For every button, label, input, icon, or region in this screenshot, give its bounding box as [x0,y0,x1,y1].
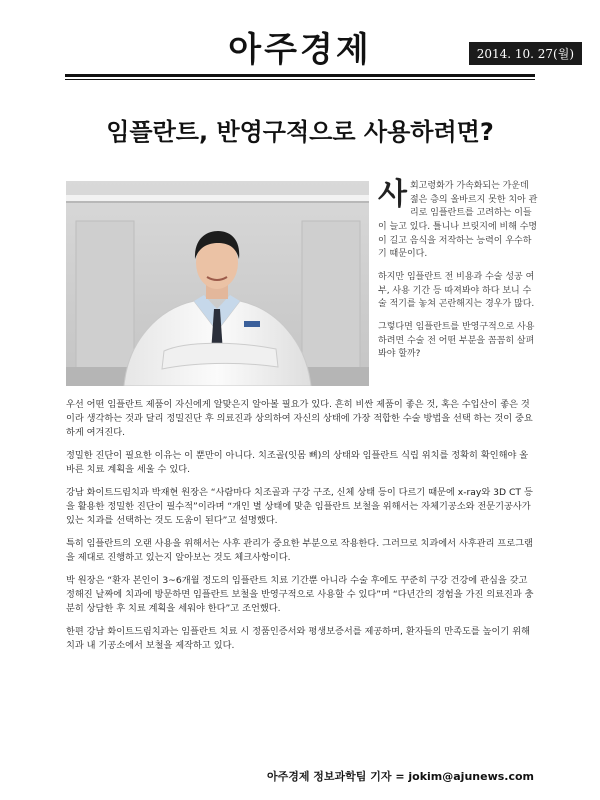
intro-column [378,177,538,371]
body-paragraph: 특히 임플란트의 오랜 사용을 위해서는 사후 관리가 중요한 부분으로 작용한다. 그러므로 치과에서 사후관리 프로그램을 제대로 진행하고 있는지 알아보는 것도 체크사항이다. [66,537,533,563]
masthead [0,0,600,80]
intro-paragraph-1: 회고령화가 가속화되는 가운데 젊은 층의 올바르지 못한 치아 관리로 임플란트를 고려하는 이들이 늘고 있다. 틀니나 브릿지에 비해 수명이 길고 음식을 저작하는 능력이 우수하기 때문이다. [378,181,538,260]
masthead-rule-thin [65,79,535,80]
intro-paragraph-3: 그렇다면 임플란트를 반영구적으로 사용하려면 수술 전 어떤 부분을 꼼꼼히 살펴봐야 할까? [378,322,535,360]
newspaper-title: 아주경제 [228,30,372,70]
issue-date: 2014. 10. 27(월) [469,42,582,65]
reporter-byline: 아주경제 정보과학팀 기자 = jokim@ajunews.com [266,770,534,783]
body-paragraph: 한편 강남 화이트드림치과는 임플란트 치료 시 정품인증서와 평생보증서를 제공하며, 환자들의 만족도를 높이기 위해 치과 내 기공소에서 보철을 제작하고 있다. [66,625,530,651]
intro-paragraph-2: 하지만 임플란트 전 비용과 수술 성공 여부, 사용 기간 등 따져봐야 하다 보니 수술 적기를 놓쳐 곤란해지는 경우가 많다. [378,272,535,310]
body-paragraph: 우선 어떤 임플란트 제품이 자신에게 알맞은지 알아볼 필요가 있다. 흔히 비싼 제품이 좋은 것, 혹은 수입산이 좋은 것이라 생각하는 것과 달리 정밀진단 후 의료진과 상의하여 자신의 상태에 가장 적합한 수술 방법을 선택 하는 것이 중요하게 여겨진다. [66,399,533,438]
doctor-photo [66,181,369,386]
body-paragraph: 박 원장은 “환자 본인이 3~6개월 정도의 임플란트 치료 기간뿐 아니라 수술 후에도 꾸준히 구강 건강에 관심을 갖고 정해진 날짜에 치과에 방문하면 임플란트 보철을 반영구적으로 사용할 수 있다”며 “다년간의 경험을 가진 의료진과 충분히 상담한 후 치료 계획을 세워야 한다”고 조언했다. [66,574,534,614]
doctor-illustration [66,181,369,386]
article-headline: 임플란트, 반영구적으로 사용하려면? [106,118,494,146]
drop-cap: 사 [378,177,407,212]
masthead-rule-thick [65,74,535,77]
body-paragraph: 정밀한 진단이 필요한 이유는 이 뿐만이 아니다. 치조골(잇몸 뼈)의 상태와 임플란트 식립 위치를 정확히 확인해야 올바른 치료 계획을 세울 수 있다. [66,449,529,475]
body-paragraph: 강남 화이트드림치과 박재현 원장은 “사람마다 치조골과 구강 구조, 신체 상태 등이 다르기 때문에 x-ray와 3D CT 등을 활용한 정밀한 진단이 필수적”이라며 “개인 별 상태에 맞춘 임플란트 보철을 위해서는 자체기공소와 전문기공사가 있는 치과를 선택하는 것도 도움이 된다”고 설명했다. [66,486,533,526]
article-body [66,398,536,662]
